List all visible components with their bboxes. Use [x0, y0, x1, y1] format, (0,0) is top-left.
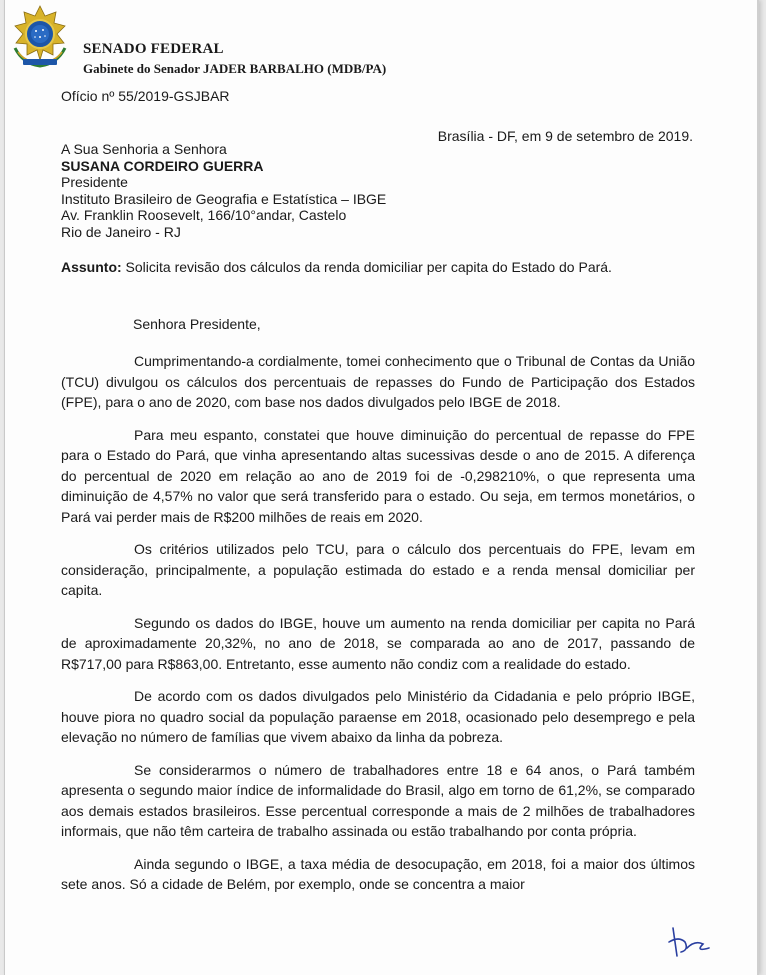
subject-text: Solicita revisão dos cálculos da renda domiciliar per capita do Estado do Pará. — [121, 259, 612, 275]
recipient-institution: Instituto Brasileiro de Geografia e Estatística – IBGE — [61, 190, 387, 207]
body-paragraph-4: Segundo os dados do IBGE, houve um aumento na renda domiciliar per capita no Pará de aproximadamente 20,32%, no ano de 2018, se comparada ao ano de 2017, passando de R$717,00 para R$863,00. Entretanto, esse aumento não condiz com a realidade do estado. — [61, 614, 695, 672]
letter-date: Brasília - DF, em 9 de setembro de 2019. — [437, 128, 693, 144]
letter-body — [61, 351, 695, 907]
body-paragraph-1: Cumprimentando-a cordialmente, tomei conhecimento que o Tribunal de Contas da União (TCU) divulgou os cálculos dos percentuais de repasses do Fundo de Participação dos Estados (FPE), para o ano de 2020, com base nos dados divulgados pelo IBGE de 2018. — [61, 353, 695, 410]
office-subtitle: Gabinete do Senador JADER BARBALHO (MDB/PA) — [83, 61, 387, 76]
body-paragraph-2: Para meu espanto, constatei que houve diminuição do percentual de repasse do FPE para o Estado do Pará, que vinha apresentando altas sucessivas desde o ano de 2015. A diferença do percentual de 2020 em relação ao ano de 2019 foi de -0,298210%, o que representa uma diminuição de 4,57% no valor que será transferido para o estado. Ou seja, em termos monetários, o Pará vai perder mais de R$200 milhões de reais em 2020. — [61, 426, 695, 525]
recipient-name: SUSANA CORDEIRO GUERRA — [61, 157, 264, 174]
handwritten-initials — [665, 922, 715, 959]
body-paragraph-7: Ainda segundo o IBGE, a taxa média de desocupação, em 2018, foi a maior dos últimos sete anos. Só a cidade de Belém, por exemplo, onde se concentra a maior — [61, 855, 695, 892]
body-paragraph-3: Os critérios utilizados pelo TCU, para o cálculo dos percentuais do FPE, levam em consideração, principalmente, a população estimada do estado e a renda mensal domiciliar per capita. — [61, 541, 695, 598]
recipient-city: Rio de Janeiro - RJ — [61, 223, 181, 240]
letter-reference: Ofício nº 55/2019-GSJBAR — [61, 88, 230, 104]
senate-name: SENADO FEDERAL — [83, 41, 224, 57]
letter-page — [4, 0, 759, 975]
body-paragraph-5: De acordo com os dados divulgados pelo Ministério da Cidadania e pelo próprio IBGE, houve piora no quadro social da população paraense em 2018, ocasionado pelo desemprego e pela elevação no número de famílias que vivem abaixo da linha da pobreza. — [61, 688, 695, 745]
recipient-title: Presidente — [61, 174, 128, 191]
subject-label: Assunto: — [61, 259, 122, 275]
recipient-salutation: A Sua Senhoria a Senhora — [61, 141, 227, 157]
recipient-address: Av. Franklin Roosevelt, 166/10°andar, Castelo — [61, 207, 347, 224]
brazil-coat-of-arms-seal — [9, 4, 71, 70]
body-paragraph-6: Se considerarmos o número de trabalhadores entre 18 e 64 anos, o Pará também apresenta o segundo maior índice de informalidade do Brasil, algo em torno de 61,2%, se comparado aos demais estados brasileiros. Esse percentual corresponde a mais de 2 milhões de trabalhadores informais, que não têm carteira de trabalho assinada ou estão trabalhando por conta própria. — [61, 761, 695, 839]
recipient-block — [61, 141, 386, 241]
greeting: Senhora Presidente, — [133, 316, 261, 332]
subject-line — [61, 259, 612, 275]
